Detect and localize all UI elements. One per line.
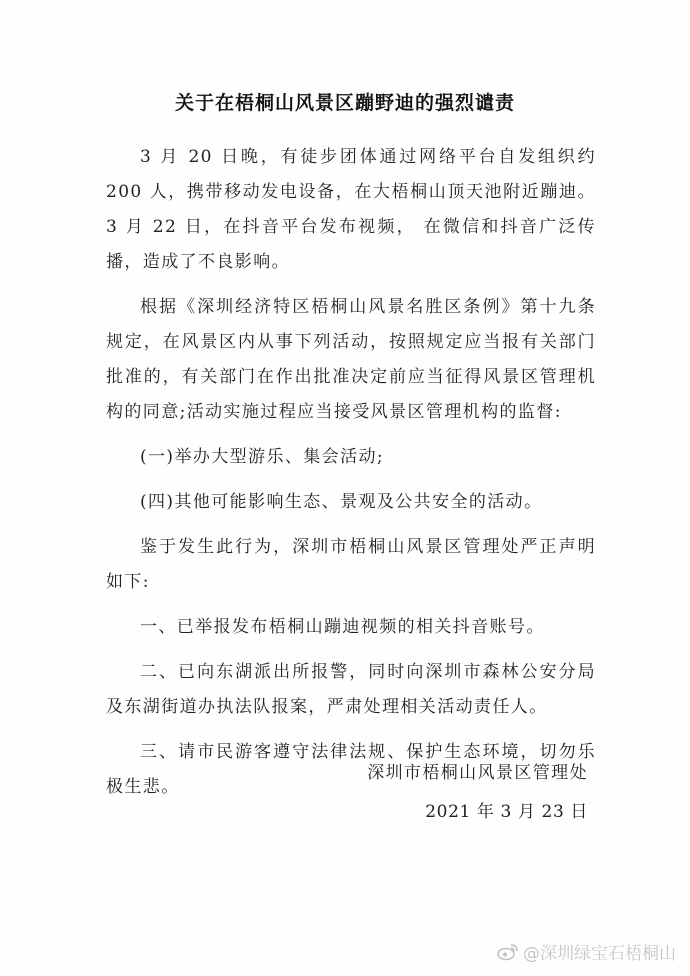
document-body [106,140,596,815]
paragraph-clause-1: (一)举办大型游乐、集会活动; [140,447,384,467]
weibo-watermark [497,939,676,964]
paragraph-incident: 3 月 20 日晚，有徒步团体通过网络平台自发组织约 200 人，携带移动发电设备，在大梧桐山顶天池附近蹦迪。3 月 22 日，在抖音平台发布视频， 在微信和抖音广泛传播，造成了不良影响。 [106,147,596,272]
document-title: 关于在梧桐山风景区蹦野迪的强烈谴责 [174,92,515,114]
signature-organization: 深圳市梧桐山风景区管理处 [367,763,588,783]
watermark-text: @深圳绿宝石梧桐山 [523,944,676,964]
weibo-icon [497,943,519,961]
paragraph-clause-4: (四)其他可能影响生态、景观及公共安全的活动。 [140,492,543,512]
paragraph-regulation: 根据《深圳经济特区梧桐山风景名胜区条例》第十九条规定，在风景区内从事下列活动，按照规定应当报有关部门批准的，有关部门在作出批准决定前应当征得风景区管理机构的同意;活动实施过程应当接受风景区管理机构的监督: [106,297,596,422]
paragraph-statement-2: 二、已向东湖派出所报警，同时向深圳市森林公安分局及东湖街道办执法队报案，严肃处理相关活动责任人。 [106,662,596,717]
paragraph-statement-3: 三、请市民游客遵守法律法规、保护生态环境，切勿乐极生悲。 [106,742,596,797]
signature-date: 2021 年 3 月 23 日 [425,802,588,822]
paragraph-statement-intro: 鉴于发生此行为，深圳市梧桐山风景区管理处严正声明如下: [106,537,596,592]
paragraph-statement-1: 一、已举报发布梧桐山蹦迪视频的相关抖音账号。 [140,617,545,637]
